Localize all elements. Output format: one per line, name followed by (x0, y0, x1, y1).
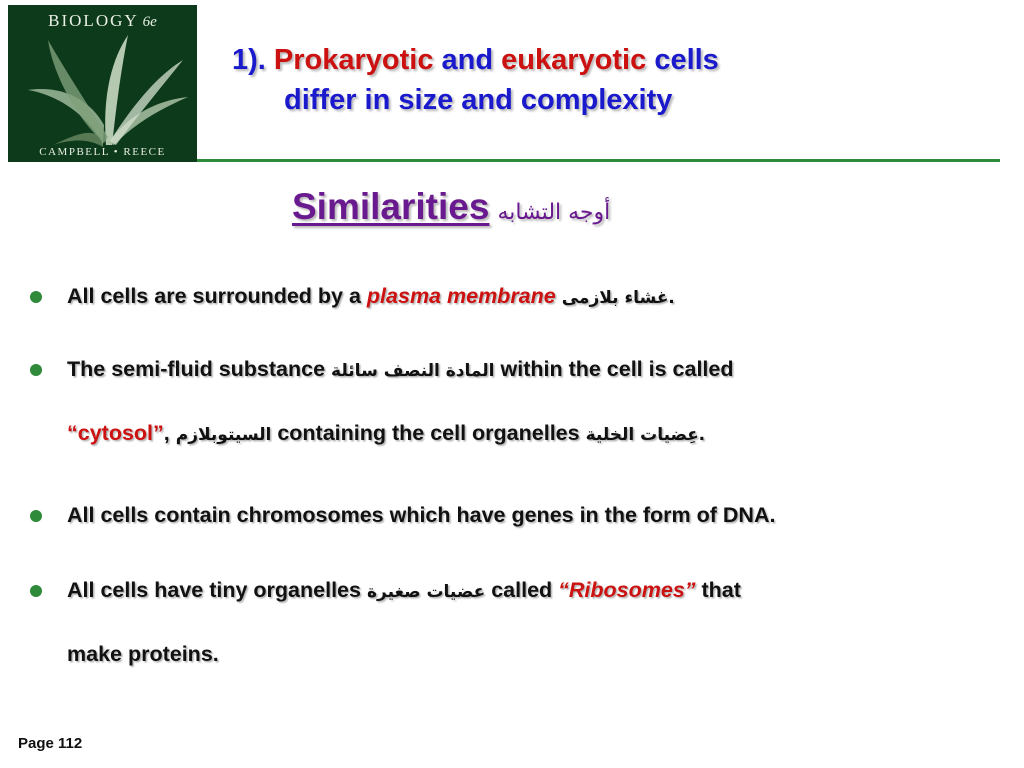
page-number: Page 112 (18, 735, 83, 752)
title-divider (197, 159, 1000, 162)
bullet-1 (67, 265, 1012, 329)
bullet-dot (30, 364, 42, 376)
book-cover-logo (8, 5, 197, 162)
bullet-4-text-2: called (491, 578, 553, 602)
bullet-dot (30, 291, 42, 303)
term-plasma-membrane: plasma membrane (366, 284, 556, 308)
title-word-cells: cells (654, 44, 719, 76)
logo-edition: 6e (142, 14, 157, 30)
bullet-4 (67, 559, 1012, 685)
bullet-2 (67, 338, 1012, 466)
arabic-semi-fluid: المادة النصف سائلة (331, 361, 495, 381)
term-ribosomes: “Ribosomes” (558, 578, 696, 602)
title-word-prokaryotic: Prokaryotic (273, 44, 434, 76)
bullet-4-text-3: that (701, 578, 741, 602)
bullet-4-text-1: All cells have tiny organelles (67, 578, 361, 602)
arabic-plasma-membrane: غشاء بلازمى (561, 288, 669, 308)
bullet-dot (30, 585, 42, 597)
title-word-eukaryotic: eukaryotic (501, 44, 647, 76)
section-heading (292, 186, 610, 228)
section-heading-arabic: أوجه التشابه (497, 200, 611, 225)
title-line-2: differ in size and complexity (284, 84, 673, 116)
title-number: 1). (232, 44, 266, 76)
logo-title (8, 11, 197, 31)
bullet-1-period: . (668, 284, 675, 308)
bullet-2-text-2: within the cell is called (500, 357, 734, 381)
logo-title-text: BIOLOGY (48, 11, 139, 30)
arabic-tiny-organelles: عضيات صغيرة (366, 582, 486, 602)
bullet-dot (30, 510, 42, 522)
title-word-and: and (441, 44, 494, 76)
section-heading-english: Similarities (292, 186, 490, 227)
bullet-4-text-4: make proteins. (67, 642, 219, 666)
arabic-cytoplasm: السيتوبلازم (175, 425, 272, 445)
bullet-2-text-1: The semi-fluid substance (67, 357, 326, 381)
bullet-2-text-3: containing the cell organelles (277, 421, 580, 445)
bullet-3 (67, 484, 1012, 546)
bullet-2-period: . (698, 421, 705, 445)
bullet-1-text: All cells are surrounded by a (67, 284, 361, 308)
bullet-3-text: All cells contain chromosomes which have genes in the form of DNA. (67, 503, 776, 527)
term-cytosol: “cytosol” (67, 421, 164, 445)
arabic-organelles: عِضيات الخلية (585, 425, 699, 445)
bullet-2-comma: , (163, 421, 170, 445)
slide-title (232, 40, 872, 120)
logo-authors: CAMPBELL • REECE (39, 146, 166, 158)
